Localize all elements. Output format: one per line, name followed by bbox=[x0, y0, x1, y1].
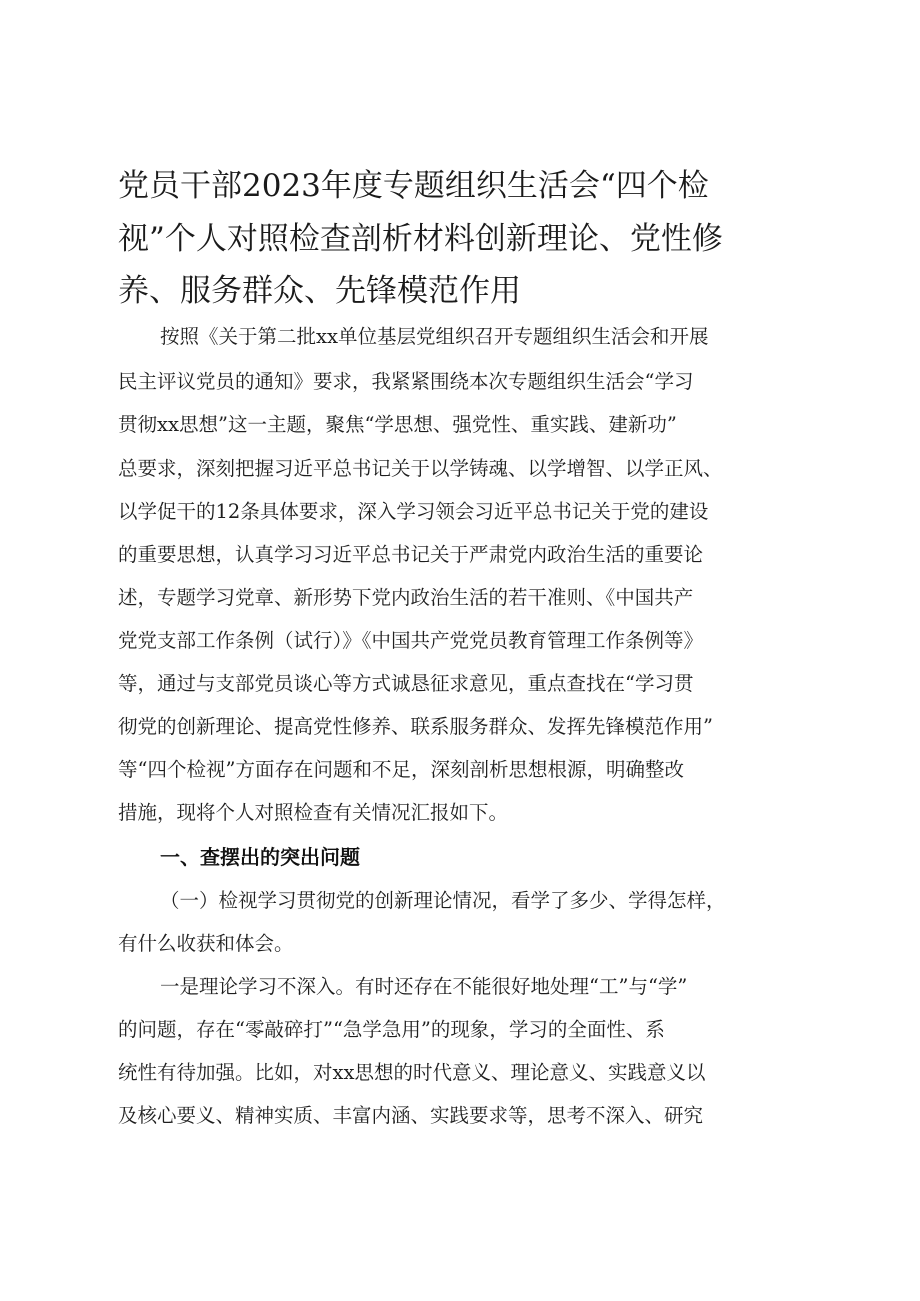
paragraph-line: 彻党的创新理论、提高党性修养、联系服务群众、发挥先锋模范作用” bbox=[118, 715, 713, 738]
title-line-3: 养、服务群众、先锋模范作用 bbox=[118, 273, 521, 309]
paragraph-line: 的重要思想，认真学习习近平总书记关于严肃党内政治生活的重要论 bbox=[118, 543, 704, 566]
paragraph-line: 等，通过与支部党员谈心等方式诚恳征求意见，重点查找在“学习贯 bbox=[118, 672, 694, 695]
paragraph-line: 有什么收获和体会。 bbox=[118, 932, 294, 955]
paragraph-line: 的问题，存在“零敲碎打”“急学急用”的现象，学习的全面性、系 bbox=[118, 1018, 665, 1041]
paragraph-line: 措施，现将个人对照检查有关情况汇报如下。 bbox=[118, 801, 509, 824]
paragraph-line: 贯彻xx思想”这一主题，聚焦“学思想、强党性、重实践、建新功” bbox=[118, 413, 677, 436]
paragraph-line: 党党支部工作条例（试行）》《中国共产党党员教育管理工作条例等》 bbox=[118, 629, 704, 652]
paragraph-line: 民主评议党员的通知》要求，我紧紧围绕本次专题组织生活会“学习 bbox=[118, 370, 694, 393]
paragraph-line: 一是理论学习不深入。有时还存在不能很好地处理“工”与“学” bbox=[160, 975, 688, 998]
paragraph-line: 及核心要义、精神实质、丰富内涵、实践要求等，思考不深入、研究 bbox=[118, 1104, 704, 1127]
paragraph-line: 述，专题学习党章、新形势下党内政治生活的若干准则、《中国共产 bbox=[118, 586, 694, 609]
paragraph-line: 以学促干的12条具体要求，深入学习领会习近平总书记关于党的建设 bbox=[118, 500, 709, 523]
paragraph-line: （一）检视学习贯彻党的创新理论情况，看学了多少、学得怎样， bbox=[160, 889, 726, 912]
paragraph-line: 按照《关于第二批xx单位基层党组织召开专题组织生活会和开展 bbox=[160, 325, 709, 348]
title-line-2: 视”个人对照检查剖析材料创新理论、党性修 bbox=[118, 221, 723, 257]
paragraph-line: 等“四个检视”方面存在问题和不足，深刻剖析思想根源，明确整改 bbox=[118, 758, 684, 781]
title-line-1: 党员干部2023年度专题组织生活会“四个检 bbox=[118, 168, 709, 204]
section-heading: 一、查摆出的突出问题 bbox=[160, 845, 360, 869]
paragraph-line: 统性有待加强。比如，对xx思想的时代意义、理论意义、实践意义以 bbox=[118, 1061, 706, 1084]
paragraph-line: 总要求，深刻把握习近平总书记关于以学铸魂、以学增智、以学正风、 bbox=[118, 457, 723, 480]
